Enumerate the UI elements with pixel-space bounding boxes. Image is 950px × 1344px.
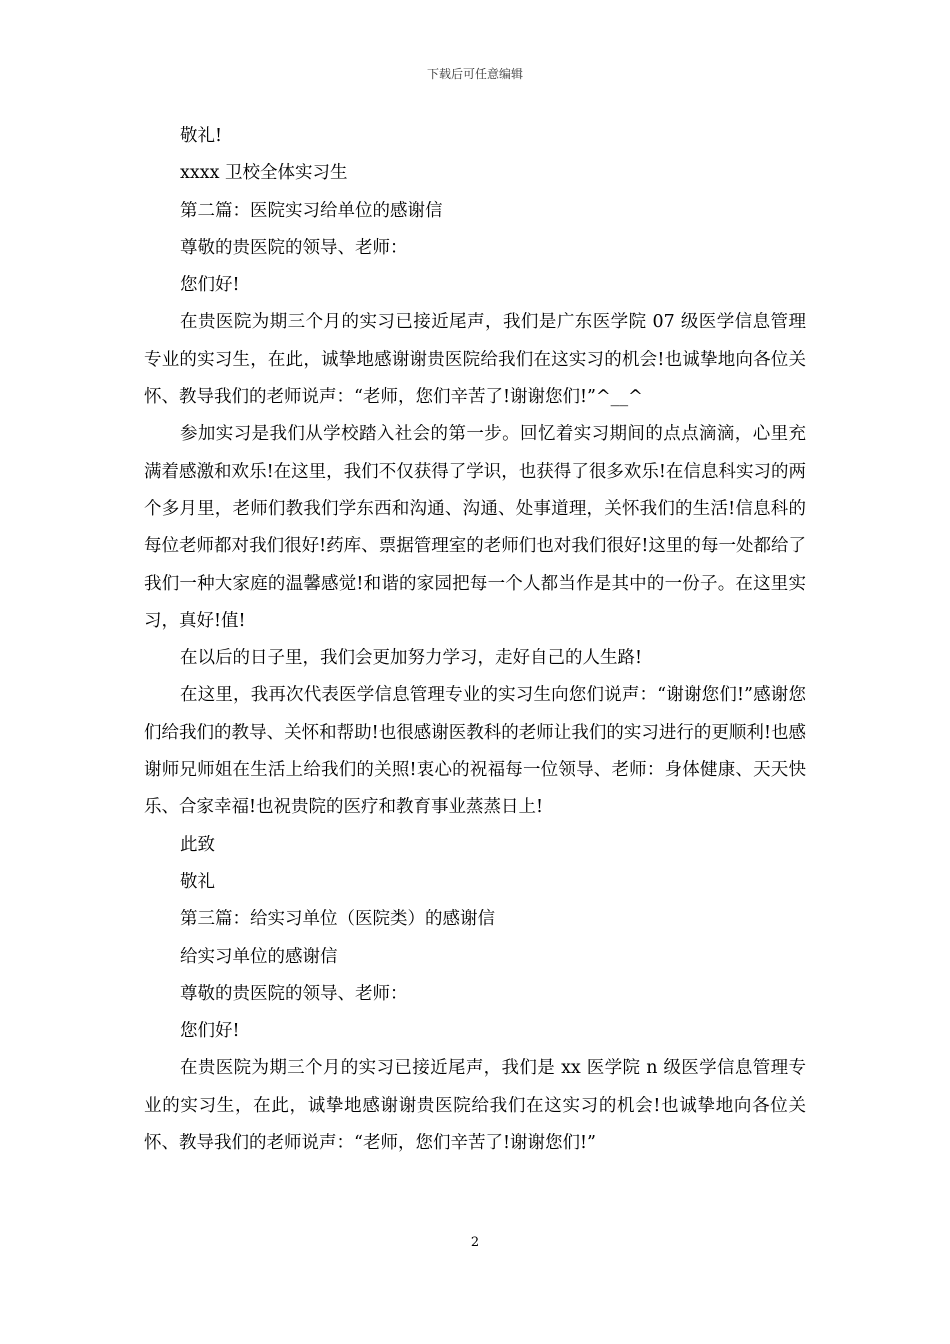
closing-salutation: 敬礼! — [180, 126, 223, 146]
paragraph: 在贵医院为期三个月的实习已接近尾声，我们是 xx 医学院 n 级医学信息管理专业的实习生，在此，诚挚地感谢谢贵医院给我们在这实习的机会!也诚挚地向各位关怀、教导我们的老师说声：“老师，您们辛苦了!谢谢您们!” — [144, 1058, 806, 1154]
signature: xxxx 卫校全体实习生 — [180, 163, 348, 184]
page-number: 2 — [470, 1235, 480, 1250]
greeting: 您们好! — [180, 275, 240, 296]
greeting-recipient: 尊敬的贵医院的领导、老师： — [180, 237, 408, 258]
paragraph: 参加实习是我们从学校踏入社会的第一步。回忆着实习期间的点点滴滴，心里充满着感激和欢乐!在这里，我们不仅获得了学识，也获得了很多欢乐!在信息科实习的两个多月里，老师们教我们学东西和沟通、沟通、处事道理，关怀我们的生活!信息科的每位老师都对我们很好!药库、票据管理室的老师们也对我们很好!这里的每一处都给了我们一种大家庭的温馨感觉!和谐的家园把每一个人都当作是其中的一份子。在这里实习，真好!值! — [144, 424, 806, 631]
closing-salutation: 敬礼 — [180, 871, 215, 892]
paragraph: 在以后的日子里，我们会更加努力学习，走好自己的人生路! — [180, 648, 643, 669]
paragraph: 在这里，我再次代表医学信息管理专业的实习生向您们说声：“谢谢您们!”感谢您们给我们的教导、关怀和帮助!也很感谢医教科的老师让我们的实习进行的更顺利!也感谢师兄师姐在生活上给我们的关照!衷心的祝福每一位领导、老师：身体健康、天天快乐、合家幸福!也祝贵院的医疗和教育事业蒸蒸日上! — [144, 685, 806, 818]
section-title-2: 第二篇：医院实习给单位的感谢信 — [180, 200, 443, 221]
letter-title: 给实习单位的感谢信 — [180, 946, 338, 967]
greeting: 您们好! — [180, 1021, 240, 1042]
paragraph: 在贵医院为期三个月的实习已接近尾声，我们是广东医学院 07 级医学信息管理专业的实习生，在此，诚挚地感谢谢贵医院给我们在这实习的机会!也诚挚地向各位关怀、教导我们的老师说声：“老师，您们辛苦了!谢谢您们!”^__^ — [144, 312, 806, 408]
document-body — [144, 118, 806, 1162]
section-title-3: 第三篇：给实习单位（医院类）的感谢信 — [180, 909, 495, 930]
closing-phrase: 此致 — [180, 834, 215, 855]
greeting-recipient: 尊敬的贵医院的领导、老师： — [180, 983, 408, 1004]
page-header-note: 下载后可任意编辑 — [426, 67, 523, 81]
